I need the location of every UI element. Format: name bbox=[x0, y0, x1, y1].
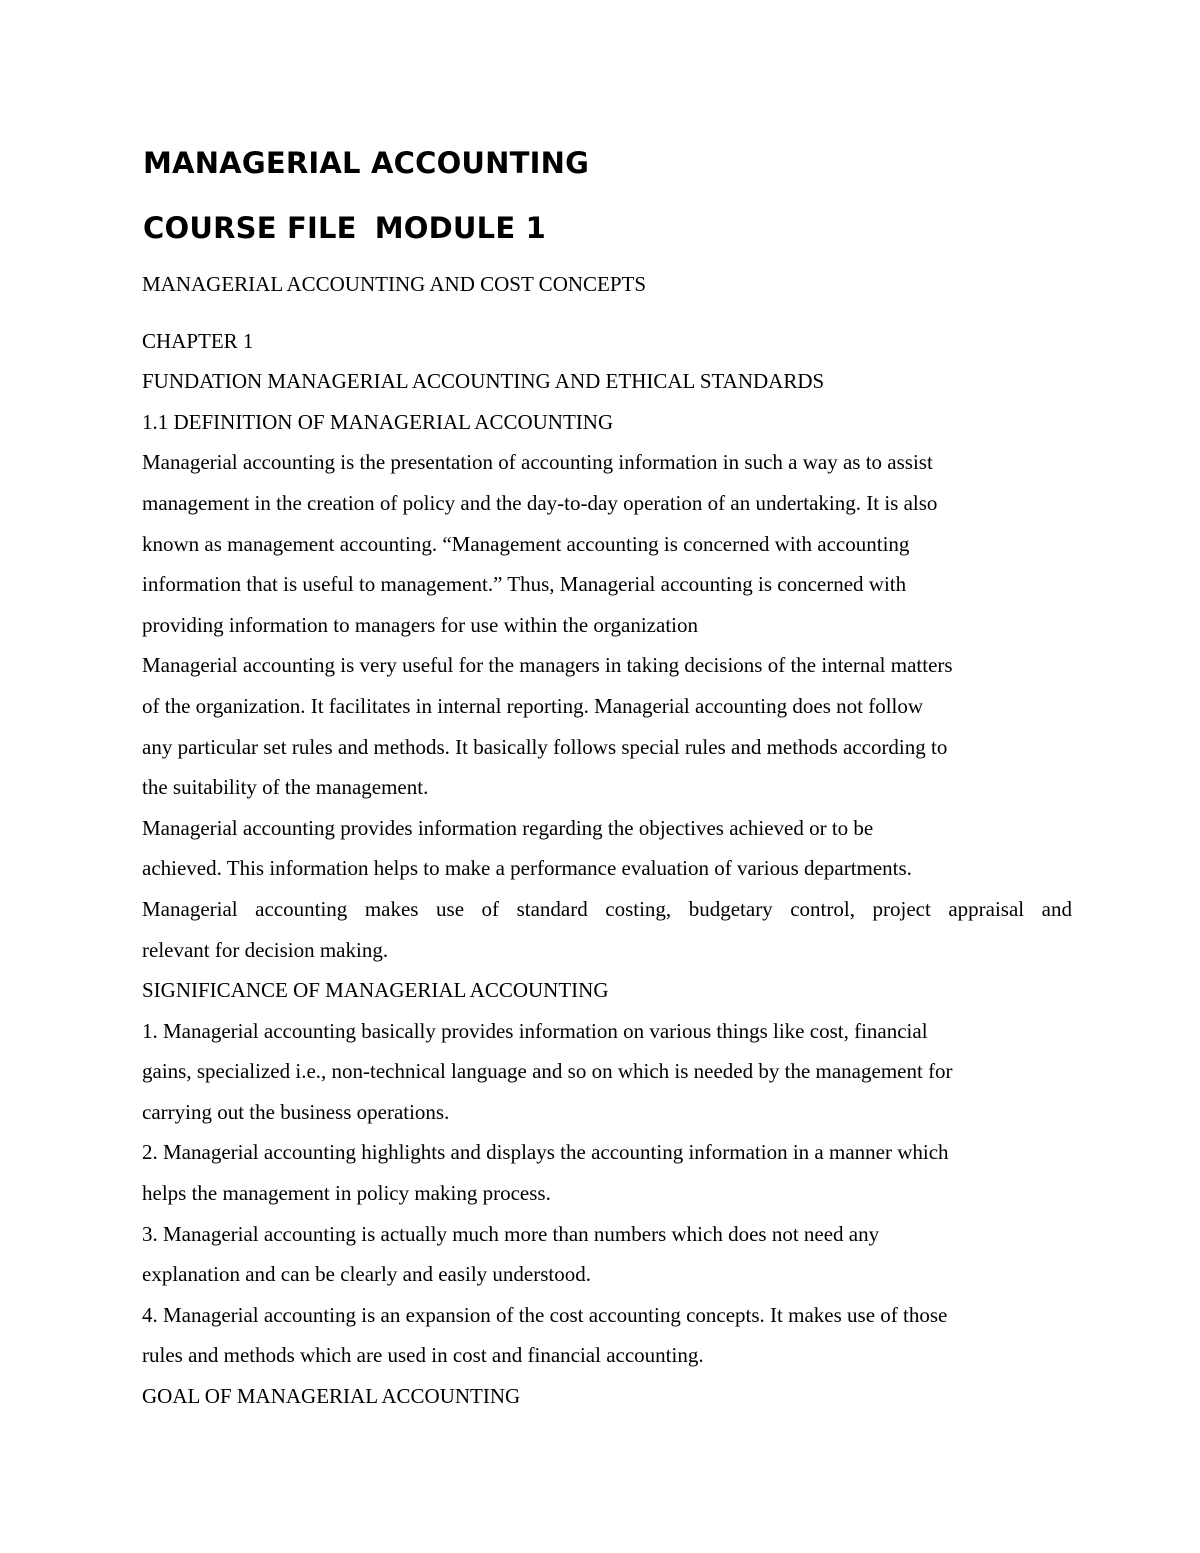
list-item: rules and methods which are used in cost and financial accounting. bbox=[142, 1343, 704, 1368]
list-item: 3. Managerial accounting is actually much more than numbers which does not need any bbox=[142, 1221, 880, 1246]
text-line: known as management accounting. “Management accounting is concerned with accounting bbox=[142, 531, 910, 556]
text-line: Managerial accounting makes use of standard costing, budgetary control, project appraisal and bbox=[142, 896, 1072, 921]
text-line: the suitability of the management. bbox=[142, 775, 429, 800]
list-item: helps the management in policy making process. bbox=[142, 1181, 551, 1206]
text-line: Managerial accounting is very useful for the managers in taking decisions of the internal matters bbox=[142, 653, 953, 678]
text-line: achieved. This information helps to make a performance evaluation of various departments. bbox=[142, 856, 912, 881]
subsection-heading: 1.1 DEFINITION OF MANAGERIAL ACCOUNTING bbox=[142, 409, 614, 434]
course-file-label: COURSE FILE bbox=[143, 211, 357, 245]
text-line: relevant for decision making. bbox=[142, 937, 389, 962]
list-item: carrying out the business operations. bbox=[142, 1099, 450, 1124]
text-line: management in the creation of policy and the day-to-day operation of an undertaking. It is also bbox=[142, 490, 938, 515]
text-line: of the organization. It facilitates in internal reporting. Managerial accounting does not follow bbox=[142, 693, 924, 718]
list-item: 2. Managerial accounting highlights and displays the accounting information in a manner which bbox=[142, 1140, 949, 1165]
document-body bbox=[142, 264, 1072, 1417]
document-title: MANAGERIAL ACCOUNTING bbox=[143, 146, 590, 180]
section-heading: GOAL OF MANAGERIAL ACCOUNTING bbox=[142, 1384, 521, 1409]
list-item: 1. Managerial accounting basically provides information on various things like cost, financial bbox=[142, 1018, 928, 1043]
text-line: providing information to managers for use within the organization bbox=[142, 612, 698, 637]
module-label: MODULE 1 bbox=[374, 211, 546, 245]
text-line: any particular set rules and methods. It basically follows special rules and methods according to bbox=[142, 734, 948, 759]
list-item: gains, specialized i.e., non-technical language and so on which is needed by the management for bbox=[142, 1059, 953, 1084]
section-heading: SIGNIFICANCE OF MANAGERIAL ACCOUNTING bbox=[142, 978, 609, 1003]
section-heading: MANAGERIAL ACCOUNTING AND COST CONCEPTS bbox=[142, 272, 647, 296]
chapter-title: FUNDATION MANAGERIAL ACCOUNTING AND ETHICAL STANDARDS bbox=[142, 369, 825, 394]
text-line: information that is useful to management.” Thus, Managerial accounting is concerned with bbox=[142, 572, 907, 597]
chapter-label: CHAPTER 1 bbox=[142, 328, 254, 353]
document-subtitle bbox=[143, 211, 546, 245]
list-item: 4. Managerial accounting is an expansion of the cost accounting concepts. It makes use of those bbox=[142, 1302, 948, 1327]
list-item: explanation and can be clearly and easily understood. bbox=[142, 1262, 591, 1287]
text-line: Managerial accounting provides information regarding the objectives achieved or to be bbox=[142, 815, 874, 840]
text-line: Managerial accounting is the presentation of accounting information in such a way as to assist bbox=[142, 450, 933, 475]
